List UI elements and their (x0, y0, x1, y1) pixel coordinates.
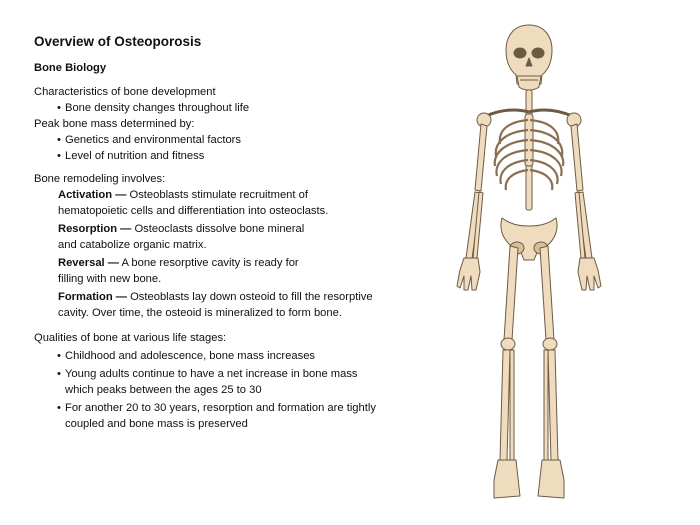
skull (506, 25, 552, 84)
step-formation (58, 289, 434, 321)
step-text: Osteoclasts dissolve bone mineral (131, 223, 305, 235)
slide-text-column (34, 33, 434, 432)
section-subtitle: Bone Biology (34, 62, 107, 74)
list-item-text: Young adults continue to have a net increase in bone mass (65, 368, 358, 380)
jaw (517, 76, 541, 90)
remodeling-steps (34, 187, 434, 321)
list-item-text: which peaks between the ages 25 to 30 (65, 384, 262, 396)
slide-title: Overview of Osteoporosis (34, 34, 202, 49)
step-term: Activation — (58, 189, 127, 201)
development-heading: Characteristics of bone development (34, 86, 216, 98)
life-stages-heading: Qualities of bone at various life stages: (34, 332, 227, 344)
step-term: Formation — (58, 291, 127, 303)
left-foot (494, 460, 520, 498)
list-item-text: Childhood and adolescence, bone mass increases (65, 350, 316, 362)
step-text: and catabolize organic matrix. (58, 239, 207, 251)
development-list (34, 100, 434, 116)
peak-mass-heading: Peak bone mass determined by: (34, 118, 195, 130)
step-text: A bone resorptive cavity is ready for (118, 257, 299, 269)
step-text: Osteoblasts stimulate recruitment of (126, 189, 308, 201)
list-item-text: For another 20 to 30 years, resorption and formation are tightly (65, 402, 376, 414)
list-item: • Level of nutrition and fitness (58, 148, 434, 164)
step-term: Reversal — (58, 257, 119, 269)
list-item (58, 366, 434, 398)
list-item: • Genetics and environmental factors (58, 132, 434, 148)
peak-mass-list (34, 132, 434, 164)
step-reversal (58, 255, 434, 287)
right-hand (578, 258, 601, 290)
list-item (58, 400, 434, 432)
list-item (58, 348, 434, 364)
step-text: Osteoblasts lay down osteoid to fill the resorptive (127, 291, 373, 303)
list-item-text: coupled and bone mass is preserved (65, 418, 248, 430)
step-text: filling with new bone. (58, 273, 162, 285)
step-text: hematopoietic cells and differentiation into osteoclasts. (58, 205, 329, 217)
list-item: • Bone density changes throughout life (58, 100, 434, 116)
left-hand (457, 258, 480, 290)
skeleton-illustration (444, 20, 614, 510)
step-resorption (58, 221, 434, 253)
step-term: Resorption — (58, 223, 132, 235)
step-activation (58, 187, 434, 219)
remodeling-heading: Bone remodeling involves: (34, 173, 166, 185)
life-stages-list (34, 348, 434, 432)
right-foot (538, 460, 564, 498)
step-text: cavity. Over time, the osteoid is mineralized to form bone. (58, 307, 342, 319)
